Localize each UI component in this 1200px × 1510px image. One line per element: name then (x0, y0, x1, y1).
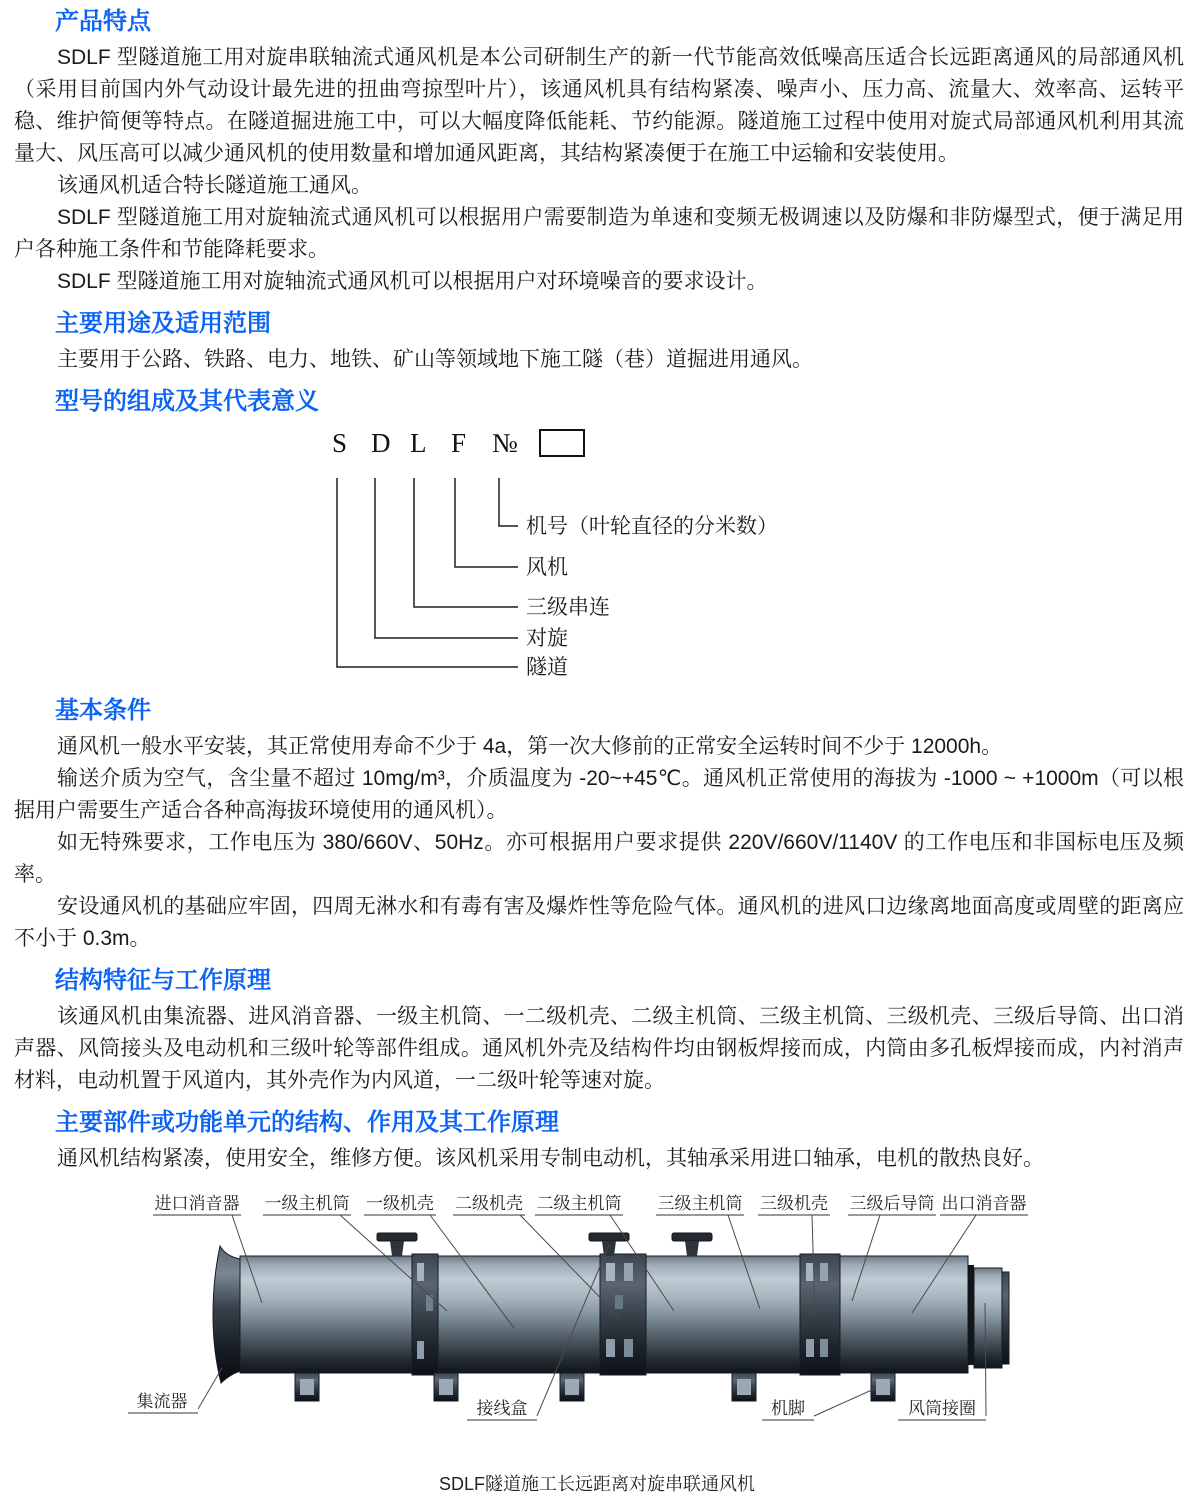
model-size-box (540, 430, 584, 456)
paragraph: 通风机一般水平安装，其正常使用寿命不少于 4a，第一次大修前的正常安全运转时间不少于 12000h。 (57, 735, 1003, 758)
inlet-silencer-cylinder (240, 1256, 412, 1373)
model-label-tunnel: 隧道 (526, 656, 568, 679)
label-stage2-casing: 二级机壳 (455, 1194, 523, 1213)
bell-mouth (213, 1246, 240, 1383)
stage1-cylinder (438, 1256, 600, 1373)
heading-usage: 主要用途及适用范围 (55, 310, 271, 337)
lifting-handle (672, 1233, 712, 1256)
heading-structure: 结构特征与工作原理 (55, 967, 271, 994)
paragraph: 该通风机适合特长隧道施工通风。 (57, 174, 372, 197)
branch-line-no (499, 478, 518, 526)
figure-caption: SDLF隧道施工长远距离对旋串联通风机 (438, 1474, 755, 1494)
label-stage2-main-tube: 二级主机筒 (536, 1194, 622, 1213)
label-stage3-main-tube: 三级主机筒 (657, 1194, 743, 1213)
label-collector: 集流器 (136, 1392, 188, 1411)
model-label-three-stage: 三级串连 (526, 596, 610, 619)
label-outlet-silencer: 出口消音器 (941, 1194, 1027, 1213)
duct-ring (974, 1268, 1002, 1368)
heading-model: 型号的组成及其代表意义 (55, 388, 319, 415)
label-stage3-rear-guide: 三级后导筒 (849, 1194, 935, 1213)
heading-features: 产品特点 (55, 8, 151, 35)
label-stage3-casing: 三级机壳 (760, 1194, 828, 1213)
model-label-contra: 对旋 (526, 627, 568, 650)
outlet-silencer-cylinder (840, 1256, 968, 1373)
stage2-cylinder (646, 1256, 800, 1373)
model-letter-s: S (332, 428, 348, 458)
mounting-feet (295, 1373, 895, 1401)
lifting-handle (377, 1233, 417, 1256)
paragraph: SDLF 型隧道施工用对旋串联轴流式通风机是本公司研制生产的新一代节能高效低噪高压适合长远距离通风的局部通风机（采用目前国内外气动设计最先进的扭曲弯掠型叶片），该通风机具有结构紧凑、噪声小、压力高、流量大、效率高、运转平稳、维护简便等特点。在隧道掘进施工中，可以大幅度降低能耗、节约能源。隧道施工过程中使用对旋式局部通风机利用其流量大、风压高可以减少通风机的使用数量和增加通风距离，其结构紧凑便于在施工中运输和安装使用。 (14, 46, 1184, 165)
paragraph: 如无特殊要求，工作电压为 380/660V、50Hz。亦可根据用户要求提供 220V/660V/1140V 的工作电压和非国标电压及频率。 (14, 831, 1184, 886)
heading-basic: 基本条件 (55, 697, 151, 724)
paragraph: 安设通风机的基础应牢固，四周无淋水和有毒有害及爆炸性等危险气体。通风机的进风口边缘离地面高度或周壁的距离应不小于 0.3m。 (14, 895, 1184, 950)
paragraph: 该通风机由集流器、进风消音器、一级主机筒、一二级机壳、二级主机筒、三级主机筒、三级机壳、三级后导筒、出口消声器、风筒接头及电动机和三级叶轮等部件组成。通风机外壳及结构件均由钢板焊接而成，内筒由多孔板焊接而成，内衬消声材料，电动机置于风道内，其外壳作为内风道，一二级叶轮等速对旋。 (14, 1005, 1184, 1092)
branch-line-d (375, 478, 518, 638)
fan-assembly-figure (112, 1183, 1082, 1496)
duct-ring-cap (1002, 1272, 1009, 1364)
paragraph: 通风机结构紧凑，使用安全，维修方便。该风机采用专制电动机，其轴承采用进口轴承，电机的散热良好。 (57, 1147, 1044, 1170)
label-inlet-silencer: 进口消音器 (154, 1194, 240, 1213)
label-machine-feet: 机脚 (771, 1399, 805, 1418)
branch-line-f (455, 478, 518, 567)
paragraph: SDLF 型隧道施工用对旋轴流式通风机可以根据用户对环境噪音的要求设计。 (57, 270, 768, 293)
junction-box (589, 1233, 629, 1256)
fan-assembly-drawing (112, 1183, 1082, 1461)
flange-joint-1 (412, 1254, 438, 1375)
model-code-diagram-svg (288, 422, 908, 680)
branch-line-l (414, 478, 518, 607)
paragraph: SDLF 型隧道施工用对旋轴流式通风机可以根据用户需要制造为单速和变频无极调速以及防爆和非防爆型式，便于满足用户各种施工条件和节能降耗要求。 (14, 206, 1184, 261)
heading-components: 主要部件或功能单元的结构、作用及其工作原理 (55, 1109, 559, 1136)
label-stage1-casing: 一级机壳 (366, 1194, 434, 1213)
paragraph: 输送介质为空气，含尘量不超过 10mg/m³，介质温度为 -20~+45℃。通风机正常使用的海拔为 -1000 ~ +1000m（可以根据用户需要生产适合各种高海拔环境使用的通风机）。 (14, 767, 1184, 822)
model-letter-f: F (451, 428, 467, 458)
paragraph: 主要用于公路、铁路、电力、地铁、矿山等领域地下施工隧（巷）道掘进用通风。 (57, 348, 813, 371)
flange-joint-2 (600, 1254, 646, 1375)
flange-joint-3 (800, 1254, 840, 1375)
label-duct-ring: 风筒接圈 (908, 1399, 976, 1418)
label-stage1-main-tube: 一级主机筒 (264, 1194, 350, 1213)
model-letter-l: L (410, 428, 427, 458)
model-letter-no: № (492, 428, 518, 458)
label-junction-box: 接线盒 (476, 1399, 528, 1418)
model-code-diagram (288, 422, 1200, 685)
ring-step (968, 1265, 974, 1365)
model-label-fan: 风机 (526, 556, 568, 579)
model-label-fan-number: 机号（叶轮直径的分米数） (526, 515, 778, 538)
model-letter-d: D (371, 428, 391, 458)
